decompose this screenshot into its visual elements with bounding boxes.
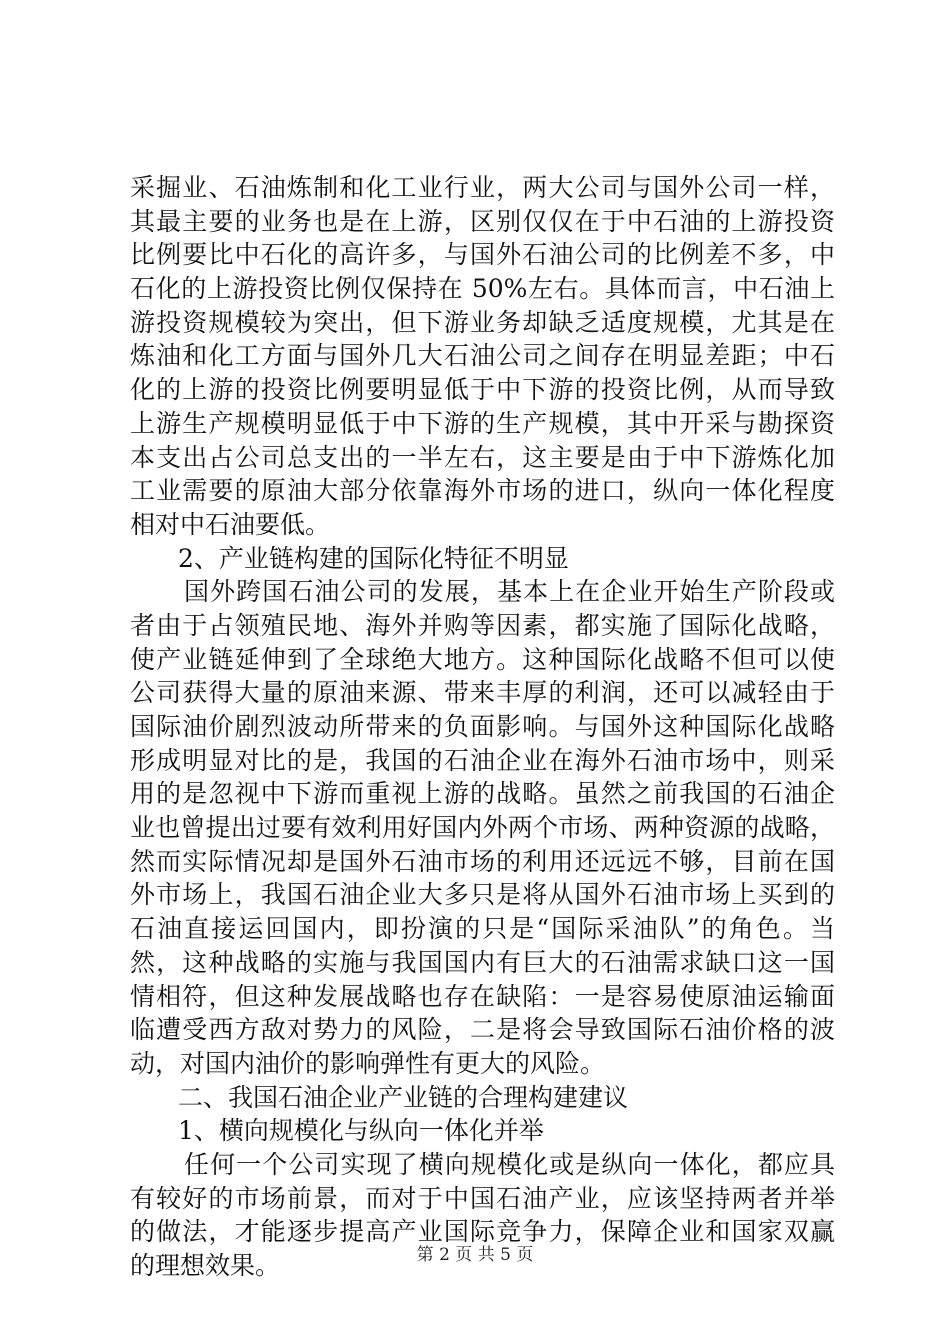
paragraph-line: 情相符，但这种发展战略也存在缺陷：一是容易使原油运输面 <box>130 981 835 1011</box>
subsection-heading: 2、产业链构建的国际化特征不明显 <box>178 543 569 573</box>
paragraph-line: 任何一个公司实现了横向规模化或是纵向一体化，都应具 <box>184 1149 835 1179</box>
subsection-heading: 1、横向规模化与纵向一体化并举 <box>178 1116 544 1146</box>
section-heading: 二、我国石油企业产业链的合理构建建议 <box>178 1082 629 1112</box>
paragraph-line: 比例要比中石化的高许多，与国外石油公司的比例差不多，中 <box>130 240 835 270</box>
paragraph-line: 然而实际情况却是国外石油市场的利用还远远不够，目前在国 <box>130 846 835 876</box>
page-number: 第 2 页 共 5 页 <box>416 1245 534 1265</box>
paragraph-line: 形成明显对比的是，我国的石油企业在海外石油市场中，则采 <box>130 745 835 775</box>
page-footer <box>0 1244 950 1266</box>
paragraph-line: 外市场上，我国石油企业大多只是将从国外石油市场上买到的 <box>130 880 835 910</box>
paragraph-line: 化的上游的投资比例要明显低于中下游的投资比例，从而导致 <box>130 375 835 405</box>
paragraph-line: 公司获得大量的原油来源、带来丰厚的利润，还可以减轻由于 <box>130 678 835 708</box>
paragraph-line: 相对中石油要低。 <box>130 509 331 539</box>
document-body <box>130 171 835 1283</box>
paragraph-line: 临遭受西方敌对势力的风险，二是将会导致国际石油价格的波 <box>130 1015 835 1045</box>
paragraph-line: 然，这种战略的实施与我国国内有巨大的石油需求缺口这一国 <box>130 947 835 977</box>
paragraph-line: 者由于占领殖民地、海外并购等因素，都实施了国际化战略， <box>130 610 835 640</box>
paragraph-line: 国际油价剧烈波动所带来的负面影响。与国外这种国际化战略 <box>130 712 835 741</box>
paragraph-line: 业也曾提出过要有效利用好国内外两个市场、两种资源的战略， <box>130 813 835 843</box>
paragraph-line: 游投资规模较为突出，但下游业务却缺乏适度规模，尤其是在 <box>130 307 835 337</box>
paragraph-line: 石化的上游投资比例仅保持在 50%左右。具体而言，中石油上 <box>130 274 835 304</box>
paragraph-line: 动，对国内油价的影响弹性有更大的风险。 <box>130 1048 606 1078</box>
paragraph-line: 国外跨国石油公司的发展，基本上在企业开始生产阶段或 <box>184 577 835 607</box>
paragraph-line: 工业需要的原油大部分依靠海外市场的进口，纵向一体化程度 <box>130 476 835 506</box>
paragraph-line: 使产业链延伸到了全球绝大地方。这种国际化战略不但可以使 <box>130 644 835 674</box>
paragraph-line: 采掘业、石油炼制和化工业行业，两大公司与国外公司一样， <box>130 173 835 202</box>
paragraph-line: 其最主要的业务也是在上游，区别仅仅在于中石油的上游投资 <box>130 206 835 236</box>
paragraph-line: 的做法，才能逐步提高产业国际竞争力，保障企业和国家双赢 <box>130 1217 835 1247</box>
paragraph-line: 有较好的市场前景，而对于中国石油产业，应该坚持两者并举 <box>130 1183 835 1213</box>
paragraph-line: 用的是忽视中下游而重视上游的战略。虽然之前我国的石油企 <box>130 779 835 809</box>
paragraph-line: 本支出占公司总支出的一半左右，这主要是由于中下游炼化加 <box>130 442 835 472</box>
paragraph-line: 石油直接运回国内，即扮演的只是“国际采油队”的角色。当 <box>130 914 835 944</box>
paragraph-line: 的理想效果。 <box>130 1251 281 1280</box>
paragraph-line: 上游生产规模明显低于中下游的生产规模，其中开采与勘探资 <box>130 408 835 438</box>
paragraph-line: 炼油和化工方面与国外几大石油公司之间存在明显差距；中石 <box>130 341 835 371</box>
